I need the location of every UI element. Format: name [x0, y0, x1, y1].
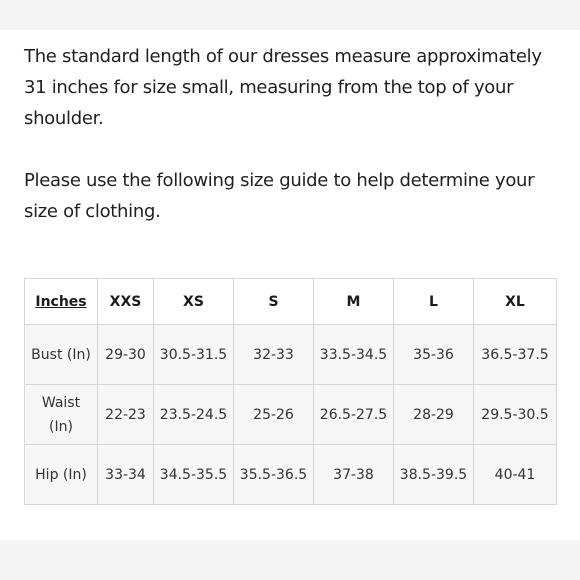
table-cell: 33.5-34.5 [314, 325, 394, 385]
intro-paragraph-length: The standard length of our dresses measure approximately 31 inches for size small, measuring from the top of your shoulder. [24, 46, 542, 129]
row-label: Hip (In) [25, 445, 98, 505]
table-header-s: S [234, 279, 314, 325]
table-header-row [25, 279, 557, 325]
table-row-waist [25, 385, 557, 445]
intro-text [24, 41, 564, 227]
table-cell: 37-38 [314, 445, 394, 505]
table-header-m: M [314, 279, 394, 325]
table-cell: 30.5-31.5 [154, 325, 234, 385]
intro-paragraph-guide: Please use the following size guide to help determine your size of clothing. [24, 170, 535, 222]
row-label: Waist (In) [25, 385, 98, 445]
size-guide-table [24, 278, 557, 505]
table-cell: 40-41 [474, 445, 557, 505]
table-row-hip [25, 445, 557, 505]
table-cell: 34.5-35.5 [154, 445, 234, 505]
table-cell: 26.5-27.5 [314, 385, 394, 445]
table-cell: 25-26 [234, 385, 314, 445]
table-row-bust [25, 325, 557, 385]
table-cell: 36.5-37.5 [474, 325, 557, 385]
top-band [0, 0, 580, 30]
table-header-xxs: XXS [98, 279, 154, 325]
table-cell: 38.5-39.5 [394, 445, 474, 505]
row-label: Bust (In) [25, 325, 98, 385]
table-cell: 33-34 [98, 445, 154, 505]
table-cell: 22-23 [98, 385, 154, 445]
table-cell: 28-29 [394, 385, 474, 445]
bottom-band [0, 540, 580, 580]
table-cell: 32-33 [234, 325, 314, 385]
table-cell: 35-36 [394, 325, 474, 385]
table-cell: 23.5-24.5 [154, 385, 234, 445]
table-header-inches: Inches [25, 279, 98, 325]
table-header-xl: XL [474, 279, 557, 325]
table-cell: 29-30 [98, 325, 154, 385]
table-cell: 35.5-36.5 [234, 445, 314, 505]
table-cell: 29.5-30.5 [474, 385, 557, 445]
table-header-l: L [394, 279, 474, 325]
table-header-xs: XS [154, 279, 234, 325]
